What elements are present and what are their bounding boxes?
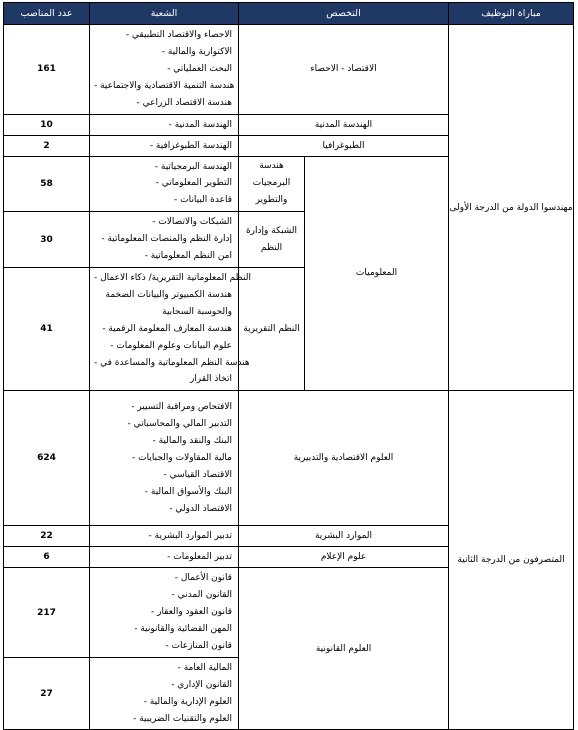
branch-list [90, 568, 239, 658]
posts-count: 22 [4, 526, 90, 547]
competition-engineers: مهندسوا الدولة من الدرجة الأولى [449, 25, 574, 391]
branch-list [90, 156, 239, 212]
branch-item: - البنك والأسواق المالية [144, 486, 232, 497]
branch-item: - الشبكات والاتصالات [152, 217, 232, 228]
posts-count: 58 [4, 156, 90, 212]
branch-list [90, 212, 239, 268]
posts-count: 161 [4, 25, 90, 115]
posts-count: 6 [4, 547, 90, 568]
branch-item: - هندسة التنمية الاقتصادية والاجتماعية [94, 80, 235, 91]
informatics-subspecialty: النظم التقريرية [239, 267, 305, 390]
branch-item: - هندسة النظم المعلوماتية والمساعدة في [94, 357, 250, 368]
posts-count: 41 [4, 267, 90, 390]
branch-item: - قانون المنازعات [165, 640, 232, 651]
specialty-legal: العلوم القانونية [239, 568, 449, 730]
branch-item: - المهن القضائية والقانونية [134, 624, 232, 635]
header-posts: عدد المناصب [4, 3, 90, 25]
branch-list [90, 391, 239, 526]
header-specialty: التخصص [239, 3, 449, 25]
table-header-row [4, 3, 574, 25]
branch-item: - هندسة الاقتصاد الزراعي [136, 97, 232, 108]
recruitment-table [3, 2, 574, 730]
branch-item: - النظم المعلوماتية التقريرية/ ذكاء الاعمال [94, 272, 251, 283]
specialty-civil: الهندسة المدنية [239, 114, 449, 135]
header-branch: الشعبة [90, 3, 239, 25]
branch-item: - الهندسة المدنية [90, 114, 239, 135]
competition-administrators: المتصرفون من الدرجة الثانية [449, 391, 574, 730]
branch-item: - الاحصاء والاقتصاد التطبيقي [125, 30, 232, 40]
branch-item: - القانون الإداري [171, 679, 232, 690]
branch-list [90, 25, 239, 115]
branch-item: - إدارة النظم والمنصات المعلوماتية [101, 234, 232, 245]
table-row [4, 25, 574, 115]
branch-item: - العلوم الإدارية والمالية [143, 696, 232, 707]
header-competition: مباراة التوظيف [449, 3, 574, 25]
posts-count: 217 [4, 568, 90, 658]
branch-item: - مالية المقاولات والجبايات [132, 452, 232, 463]
branch-item: - الاقتصاد الدولي [169, 503, 232, 514]
posts-count: 624 [4, 391, 90, 526]
recruitment-table-wrapper [3, 2, 573, 730]
branch-item: - التطوير المعلوماتي [155, 178, 232, 189]
branch-item: - القانون المدني [171, 590, 232, 601]
branch-item: - الاكتوارية والمالية [161, 46, 232, 57]
branch-item: اتخاذ القرار [189, 374, 232, 385]
posts-count: 2 [4, 135, 90, 156]
specialty-economics-stats: الاقتصاد - الاحصاء [239, 25, 449, 115]
branch-item: - قانون العقود والعقار [150, 607, 232, 618]
posts-count: 27 [4, 657, 90, 730]
informatics-subspecialty: الشبكة وإدارة النظم [239, 212, 305, 268]
branch-item: - علوم البيانات وعلوم المعلومات [110, 340, 232, 351]
branch-list [90, 267, 251, 390]
branch-item: - العلوم والتقنيات الضريبية [133, 713, 232, 724]
specialty-topography: الطبوغرافيا [239, 135, 449, 156]
table-row [4, 391, 574, 526]
branch-item: - تدبير المعلومات [90, 547, 239, 568]
branch-item: - البنك والنقد والمالية [152, 435, 232, 446]
branch-item: - البحث العملياتي [167, 63, 232, 74]
branch-item: - تدبير الموارد البشرية [90, 526, 239, 547]
posts-count: 30 [4, 212, 90, 268]
branch-item: - الهندسة البرمجياتية [154, 161, 232, 172]
specialty-media: علوم الإعلام [239, 547, 449, 568]
branch-item: - هندسة المعارف المعلومة الرقمية [102, 323, 232, 334]
posts-count: 10 [4, 114, 90, 135]
branch-item: - الاقتصاد القياسي [163, 469, 232, 480]
branch-item: - المالية العامة [177, 662, 232, 673]
branch-item: - امن النظم المعلوماتية [144, 251, 232, 262]
specialty-econ-mgmt: العلوم الاقتصادية والتدبيرية [239, 391, 449, 526]
informatics-subspecialty: هندسة البرمجيات والتطوير [239, 156, 305, 212]
branch-list [90, 657, 239, 730]
branch-item: - قاعدة البيانات [174, 195, 232, 206]
branch-item: - قانون الأعمال [174, 573, 232, 584]
branch-item: هندسة الكمبيوتر والبيانات الضخمة [105, 289, 232, 300]
branch-item: - الهندسة الطبوغرافية [90, 135, 239, 156]
branch-item: والحوسبة السحابية [162, 306, 232, 317]
branch-item: - التدبير المالي والمحاسباتي [127, 419, 232, 430]
branch-item: - الافتحاص ومراقبة التسيير [131, 402, 232, 413]
specialty-informatics: المعلوميات [305, 156, 449, 391]
specialty-hr: الموارد البشرية [239, 526, 449, 547]
